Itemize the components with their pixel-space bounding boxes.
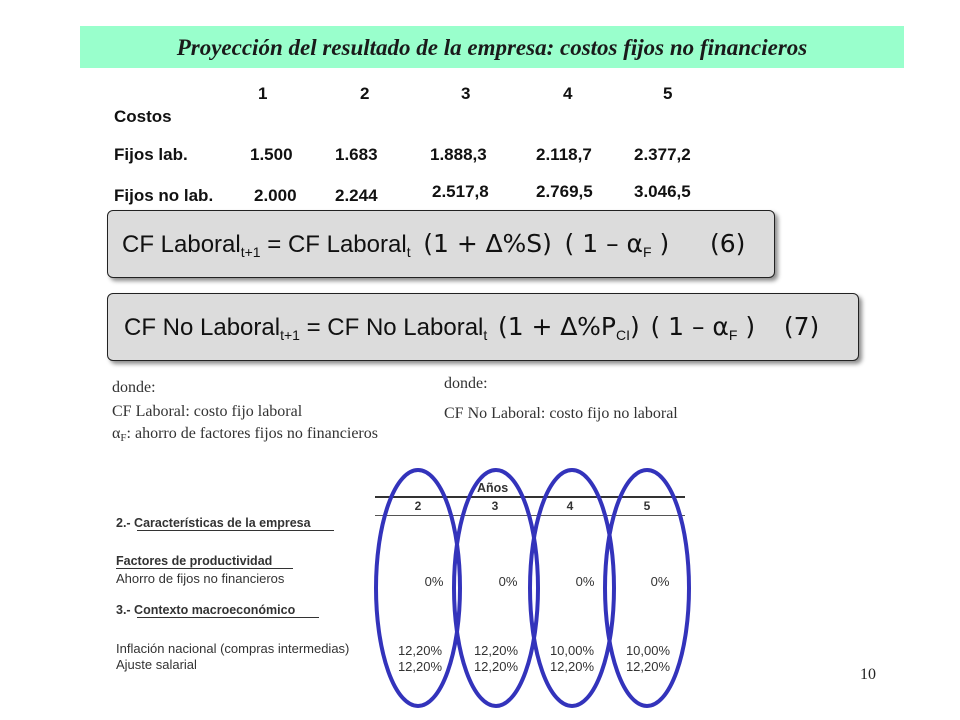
equation-number-6: (6) xyxy=(709,229,746,258)
table-cell: 1.888,3 xyxy=(430,145,487,164)
wage-value-3: 12,20% xyxy=(473,659,519,674)
param-year-3: 3 xyxy=(491,499,499,513)
wage-label: Ajuste salarial xyxy=(116,657,197,672)
notes-left-line-2: $\alpha_F$: ahorro de factores fijos no financieros xyxy=(112,425,378,444)
highlight-ellipse-year-3 xyxy=(454,470,538,706)
table-cell: 2.769,5 xyxy=(536,182,593,201)
formula-7: CF No Laboral$_{t+1}$ = CF No Laboral$_t$ $(1 + \Delta\%P_{CI})$ ( $1 - \alpha_F$ ) (7) xyxy=(124,312,820,343)
equation-number-7: (7) xyxy=(783,312,820,341)
savings-value-5: 0% xyxy=(650,574,670,589)
row-label-fixed-labor: Fijos lab. xyxy=(114,145,188,164)
highlight-ellipse-year-4 xyxy=(530,470,614,706)
year-header-3: 3 xyxy=(461,84,471,103)
page-title: Proyección del resultado de la empresa: costos fijos no financieros xyxy=(176,35,808,60)
highlight-ellipse-year-5 xyxy=(605,470,689,706)
notes-right-heading: donde: xyxy=(444,375,488,392)
table-cell: 1.683 xyxy=(335,145,378,164)
param-year-2: 2 xyxy=(414,499,422,513)
table-cell: 2.517,8 xyxy=(432,182,489,201)
year-header-5: 5 xyxy=(663,84,673,103)
costs-section-label: Costos xyxy=(114,107,172,126)
table-cell: 2.377,2 xyxy=(634,145,691,164)
productivity-label: Factores de productividad xyxy=(116,554,273,568)
table-cell: 2.244 xyxy=(335,186,378,205)
savings-value-3: 0% xyxy=(498,574,518,589)
year-header-1: 1 xyxy=(258,84,268,103)
table-cell: 3.046,5 xyxy=(634,182,691,201)
inflation-value-3: 12,20% xyxy=(473,643,519,658)
wage-value-2: 12,20% xyxy=(397,659,443,674)
inflation-value-2: 12,20% xyxy=(397,643,443,658)
savings-value-4: 0% xyxy=(575,574,595,589)
notes-left-line-1: CF Laboral: costo fijo laboral xyxy=(112,403,303,420)
table-cell: 2.000 xyxy=(254,186,297,205)
formula-6: CF Laboral$_{t+1}$ = CF Laboral$_t$ (1 + ∆%S) ( $1 - \alpha_F$ ) (6) xyxy=(122,229,746,260)
param-year-4: 4 xyxy=(566,499,574,513)
table-cell: 2.118,7 xyxy=(536,145,592,164)
section-3-label: 3.- Contexto macroeconómico xyxy=(116,603,296,617)
savings-label: Ahorro de fijos no financieros xyxy=(116,571,285,586)
inflation-label: Inflación nacional (compras intermedias) xyxy=(116,641,350,656)
param-year-5: 5 xyxy=(643,499,651,513)
page-number: 10 xyxy=(860,666,876,683)
wage-value-5: 12,20% xyxy=(625,659,671,674)
wage-value-4: 12,20% xyxy=(549,659,595,674)
years-label: Años xyxy=(477,481,509,495)
inflation-value-5: 10,00% xyxy=(625,643,671,658)
inflation-value-4: 10,00% xyxy=(549,643,595,658)
row-label-fixed-nonlabor: Fijos no lab. xyxy=(114,186,214,205)
table-cell: 1.500 xyxy=(250,145,293,164)
notes-right-line-1: CF No Laboral: costo fijo no laboral xyxy=(444,405,678,422)
year-header-4: 4 xyxy=(563,84,573,103)
notes-left-heading: donde: xyxy=(112,379,156,396)
year-header-2: 2 xyxy=(360,84,370,103)
section-2-label: 2.- Características de la empresa xyxy=(116,516,311,530)
highlight-ellipse-year-2 xyxy=(376,470,460,706)
savings-value-2: 0% xyxy=(424,574,444,589)
